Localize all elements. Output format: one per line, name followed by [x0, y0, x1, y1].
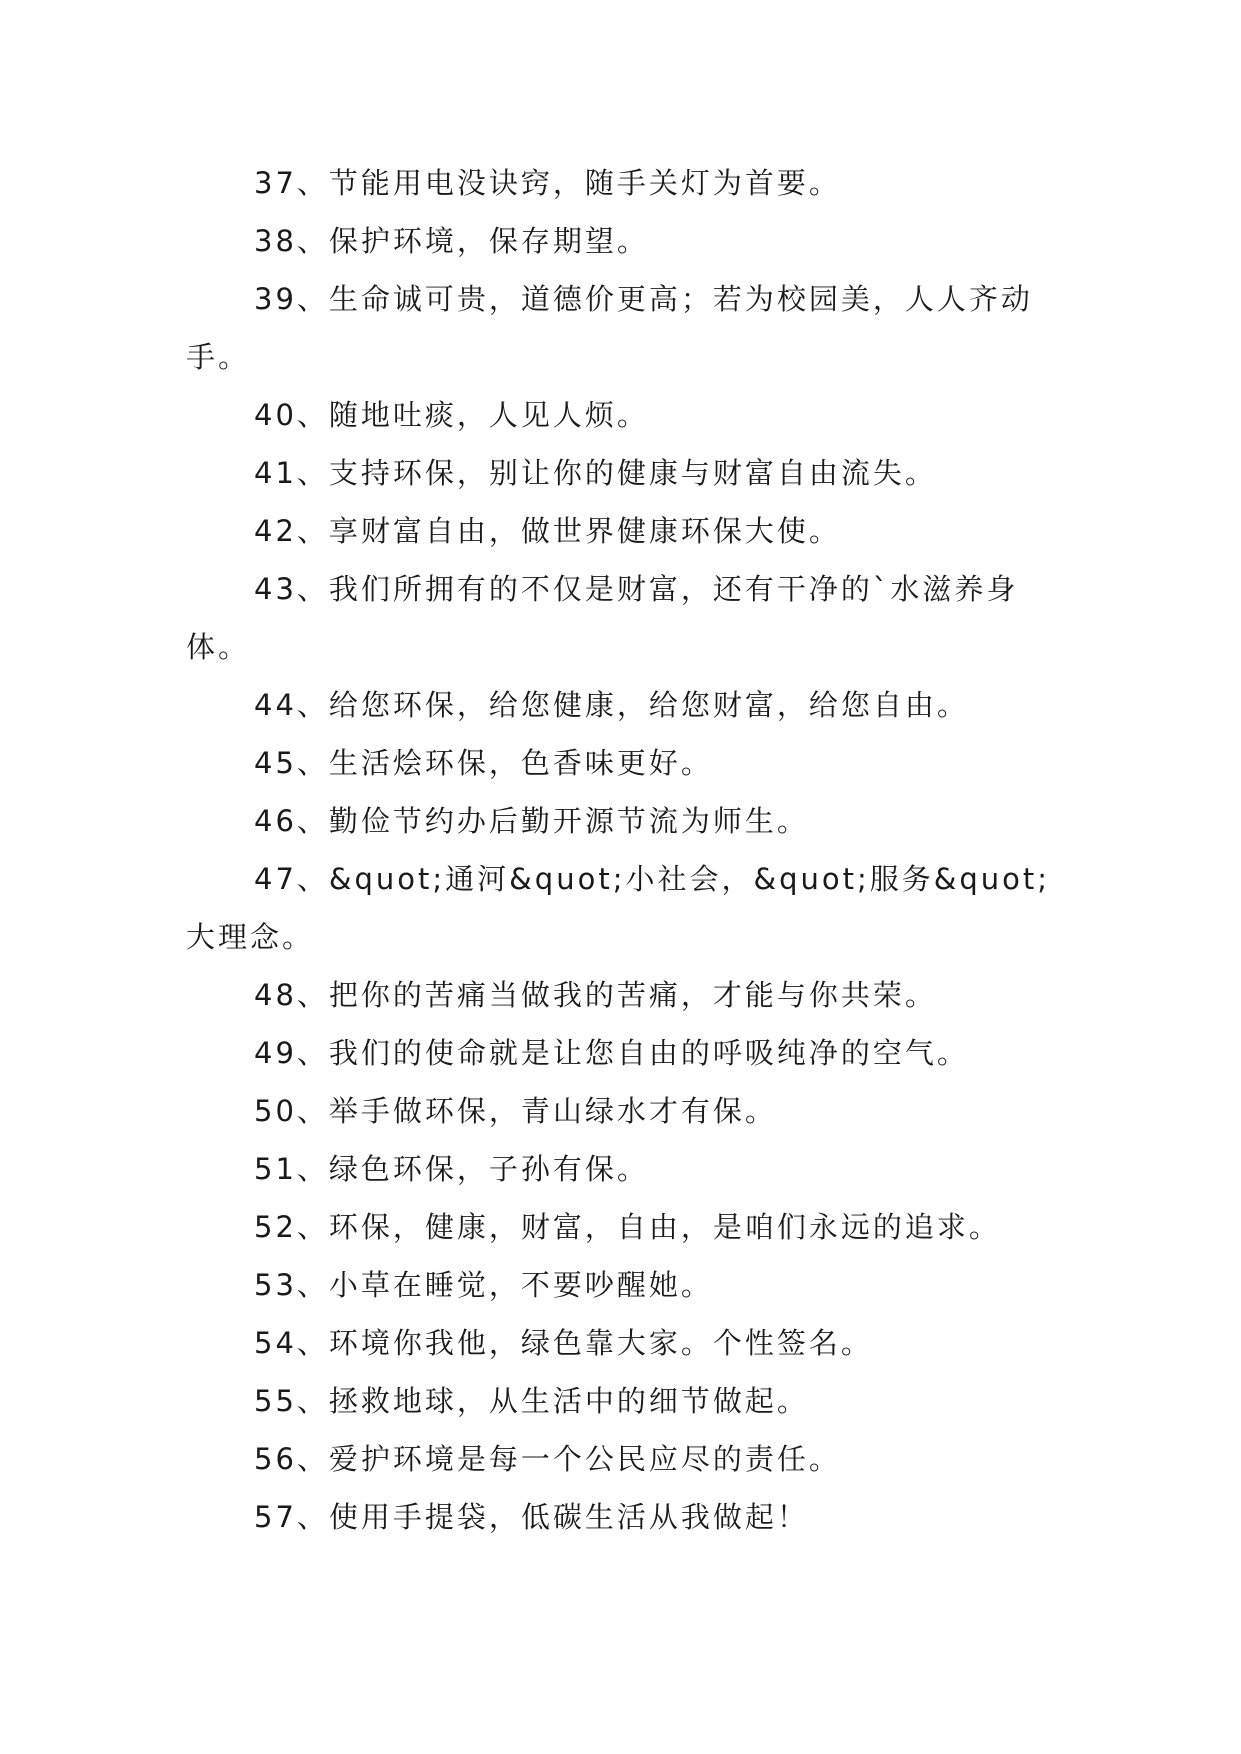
list-item: 47、&quot;通河&quot;小社会，&quot;服务&quot;大理念。	[186, 862, 1051, 954]
list-item: 49、我们的使命就是让您自由的呼吸纯净的空气。	[254, 1036, 969, 1070]
list-item: 40、随地吐痰，人见人烦。	[254, 398, 649, 432]
list-item: 42、享财富自由，做世界健康环保大使。	[254, 514, 841, 548]
list-item: 52、环保，健康，财富，自由，是咱们永远的追求。	[254, 1210, 1001, 1244]
list-item: 45、生活烩环保，色香味更好。	[254, 746, 713, 780]
slogan-list	[186, 154, 1056, 1546]
list-item: 46、勤俭节约办后勤开源节流为师生。	[254, 804, 809, 838]
list-item: 38、保护环境，保存期望。	[254, 224, 649, 258]
list-item: 44、给您环保，给您健康，给您财富，给您自由。	[254, 688, 969, 722]
list-item: 50、举手做环保，青山绿水才有保。	[254, 1094, 777, 1128]
list-item: 37、节能用电没诀窍，随手关灯为首要。	[254, 166, 841, 200]
list-item: 43、我们所拥有的不仅是财富，还有干净的`水滋养身体。	[186, 572, 1019, 664]
list-item: 39、生命诚可贵，道德价更高；若为校园美，人人齐动手。	[186, 282, 1033, 374]
list-item: 55、拯救地球，从生活中的细节做起。	[254, 1384, 809, 1418]
list-item: 51、绿色环保，子孙有保。	[254, 1152, 649, 1186]
list-item: 48、把你的苦痛当做我的苦痛，才能与你共荣。	[254, 978, 937, 1012]
list-item: 41、支持环保，别让你的健康与财富自由流失。	[254, 456, 937, 490]
list-item: 53、小草在睡觉，不要吵醒她。	[254, 1268, 713, 1302]
list-item: 56、爱护环境是每一个公民应尽的责任。	[254, 1442, 841, 1476]
list-item: 54、环境你我他，绿色靠大家。个性签名。	[254, 1326, 873, 1360]
list-item: 57、使用手提袋，低碳生活从我做起！	[254, 1500, 809, 1534]
